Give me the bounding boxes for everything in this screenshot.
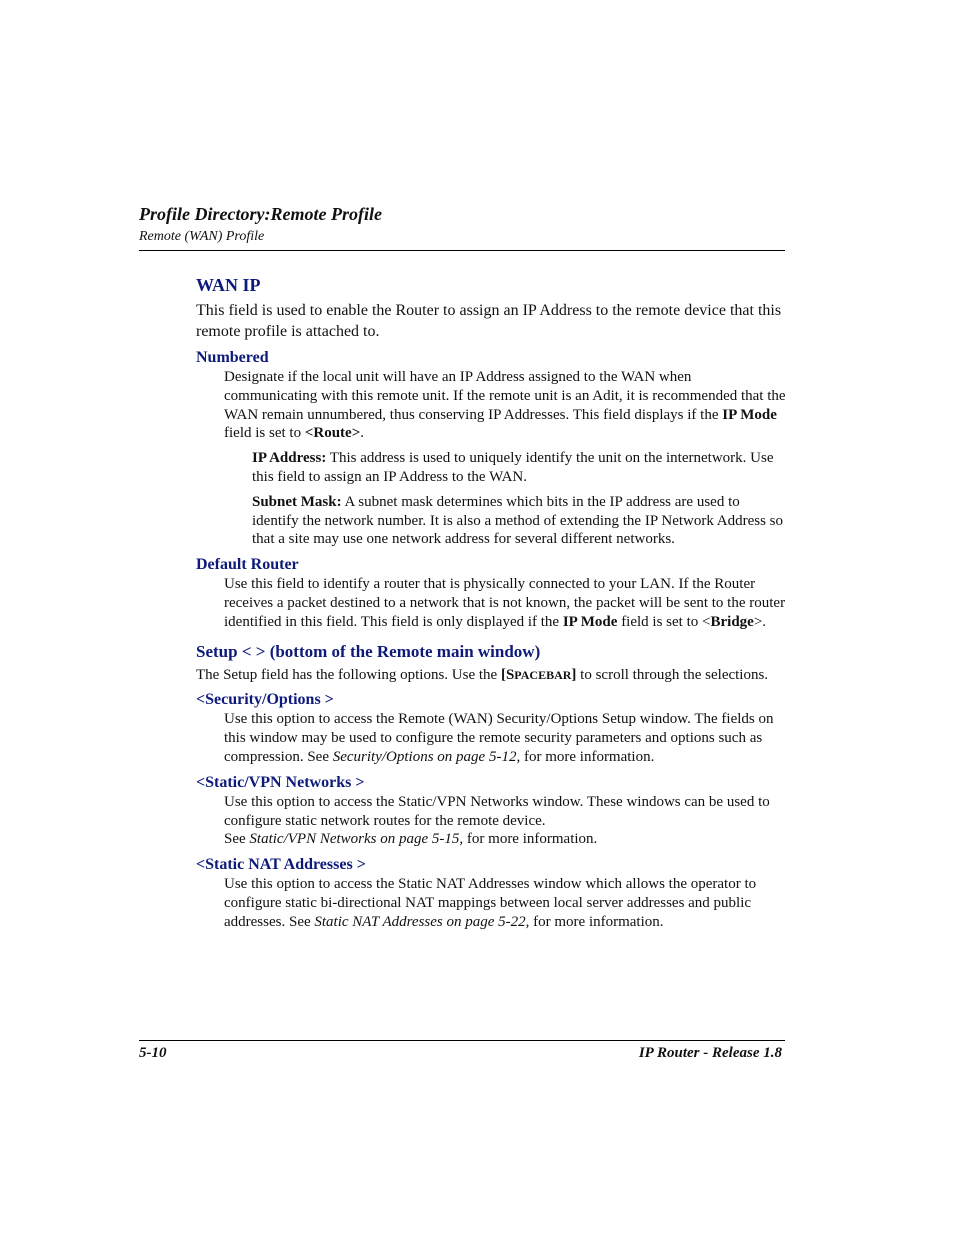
security-options-reference: Security/Options on page 5-12, bbox=[332, 748, 521, 765]
security-options-text-before: Use this option to access the Remote (WAN) Security/Options Setup window. The fields on this window may be used to configure the remote security parameters and options such as compression. See bbox=[224, 711, 774, 765]
ip-address-text: This address is used to uniquely identify the unit on the internetwork. Use this field to assign an IP Address to the WAN. bbox=[252, 450, 774, 485]
security-options-description bbox=[224, 710, 786, 766]
static-vpn-heading: <Static/VPN Networks > bbox=[196, 773, 365, 791]
product-release: IP Router - Release 1.8 bbox=[638, 1045, 782, 1061]
bridge-open: < bbox=[702, 613, 711, 630]
section-subtitle: Remote (WAN) Profile bbox=[139, 229, 265, 244]
numbered-text-end: . bbox=[360, 425, 365, 442]
setup-text-before: The Setup field has the following options. Use the bbox=[196, 666, 501, 683]
static-nat-reference: Static NAT Addresses on page 5-22 bbox=[314, 913, 526, 930]
static-vpn-description: Use this option to access the Static/VPN Networks window. These windows can be used to configure static network routes for the remote device. bbox=[224, 793, 770, 829]
footer-rule bbox=[139, 1040, 785, 1041]
wan-ip-heading: WAN IP bbox=[196, 275, 261, 295]
page-number: 5-10 bbox=[139, 1045, 167, 1061]
default-router-text-middle: field is set to bbox=[617, 613, 703, 630]
default-router-description bbox=[224, 575, 786, 631]
ip-mode-field-name: IP Mode bbox=[722, 406, 777, 423]
page-body bbox=[196, 274, 786, 932]
ip-mode-field-name-2: IP Mode bbox=[562, 613, 618, 630]
security-options-heading: <Security/Options > bbox=[196, 691, 334, 709]
static-vpn-text-after: , for more information. bbox=[459, 831, 598, 848]
ip-address-label: IP Address: bbox=[252, 450, 327, 467]
static-vpn-reference: Static/VPN Networks on page 5-15 bbox=[249, 831, 460, 848]
numbered-heading: Numbered bbox=[196, 349, 269, 366]
header-rule bbox=[139, 250, 785, 251]
numbered-text-before: Designate if the local unit will have an IP Address assigned to the WAN when communicating with this remote unit. If the remote unit is an Adit, it is recommended that the WAN remain unnumbered, thus conserving IP Addresses. This field displays if the bbox=[224, 369, 786, 423]
route-value: <Route> bbox=[304, 425, 361, 442]
numbered-text-middle: field is set to bbox=[224, 425, 305, 442]
ip-address-description bbox=[252, 449, 786, 487]
default-router-text-end: . bbox=[762, 613, 767, 630]
default-router-heading: Default Router bbox=[196, 556, 299, 574]
static-vpn-see: See bbox=[224, 831, 250, 848]
numbered-description bbox=[224, 368, 786, 443]
wan-ip-intro: This field is used to enable the Router to assign an IP Address to the remote device that this remote profile is attached to. bbox=[196, 302, 782, 340]
security-options-text-after: for more information. bbox=[520, 748, 655, 765]
subnet-mask-text: A subnet mask determines which bits in the IP address are used to identify the network number. It is also a method of extending the IP Network Address so that a site may use one network address for several different networks. bbox=[252, 493, 784, 548]
subnet-mask-label: Subnet Mask: bbox=[252, 493, 342, 510]
static-nat-heading: <Static NAT Addresses > bbox=[196, 856, 366, 874]
static-nat-description bbox=[224, 875, 786, 931]
static-nat-text-before: Use this option to access the Static NAT Addresses window which allows the operator to configure static bi-directional NAT mappings between local server addresses and public addresses. See bbox=[224, 876, 757, 930]
setup-heading: Setup < > (bottom of the Remote main window) bbox=[196, 641, 541, 661]
static-nat-text-after: , for more information. bbox=[525, 913, 664, 930]
default-router-text-before: Use this field to identify a router that is physically connected to your LAN. If the Router receives a packet destined to a network that is not known, the packet will be sent to the router identified in this field. This field is only displayed if the bbox=[224, 576, 786, 630]
bridge-value: Bridge bbox=[710, 613, 754, 630]
bridge-close: > bbox=[753, 613, 763, 630]
setup-description bbox=[196, 666, 786, 685]
spacebar-key-close: ] bbox=[571, 666, 577, 683]
spacebar-key-smallcaps: PACEBAR bbox=[514, 667, 572, 682]
spacebar-key-open: [S bbox=[500, 666, 515, 683]
static-vpn-see-line bbox=[224, 830, 786, 849]
chapter-title: Profile Directory:Remote Profile bbox=[139, 204, 382, 224]
subnet-mask-description bbox=[252, 493, 786, 549]
setup-text-after: to scroll through the selections. bbox=[576, 666, 769, 683]
